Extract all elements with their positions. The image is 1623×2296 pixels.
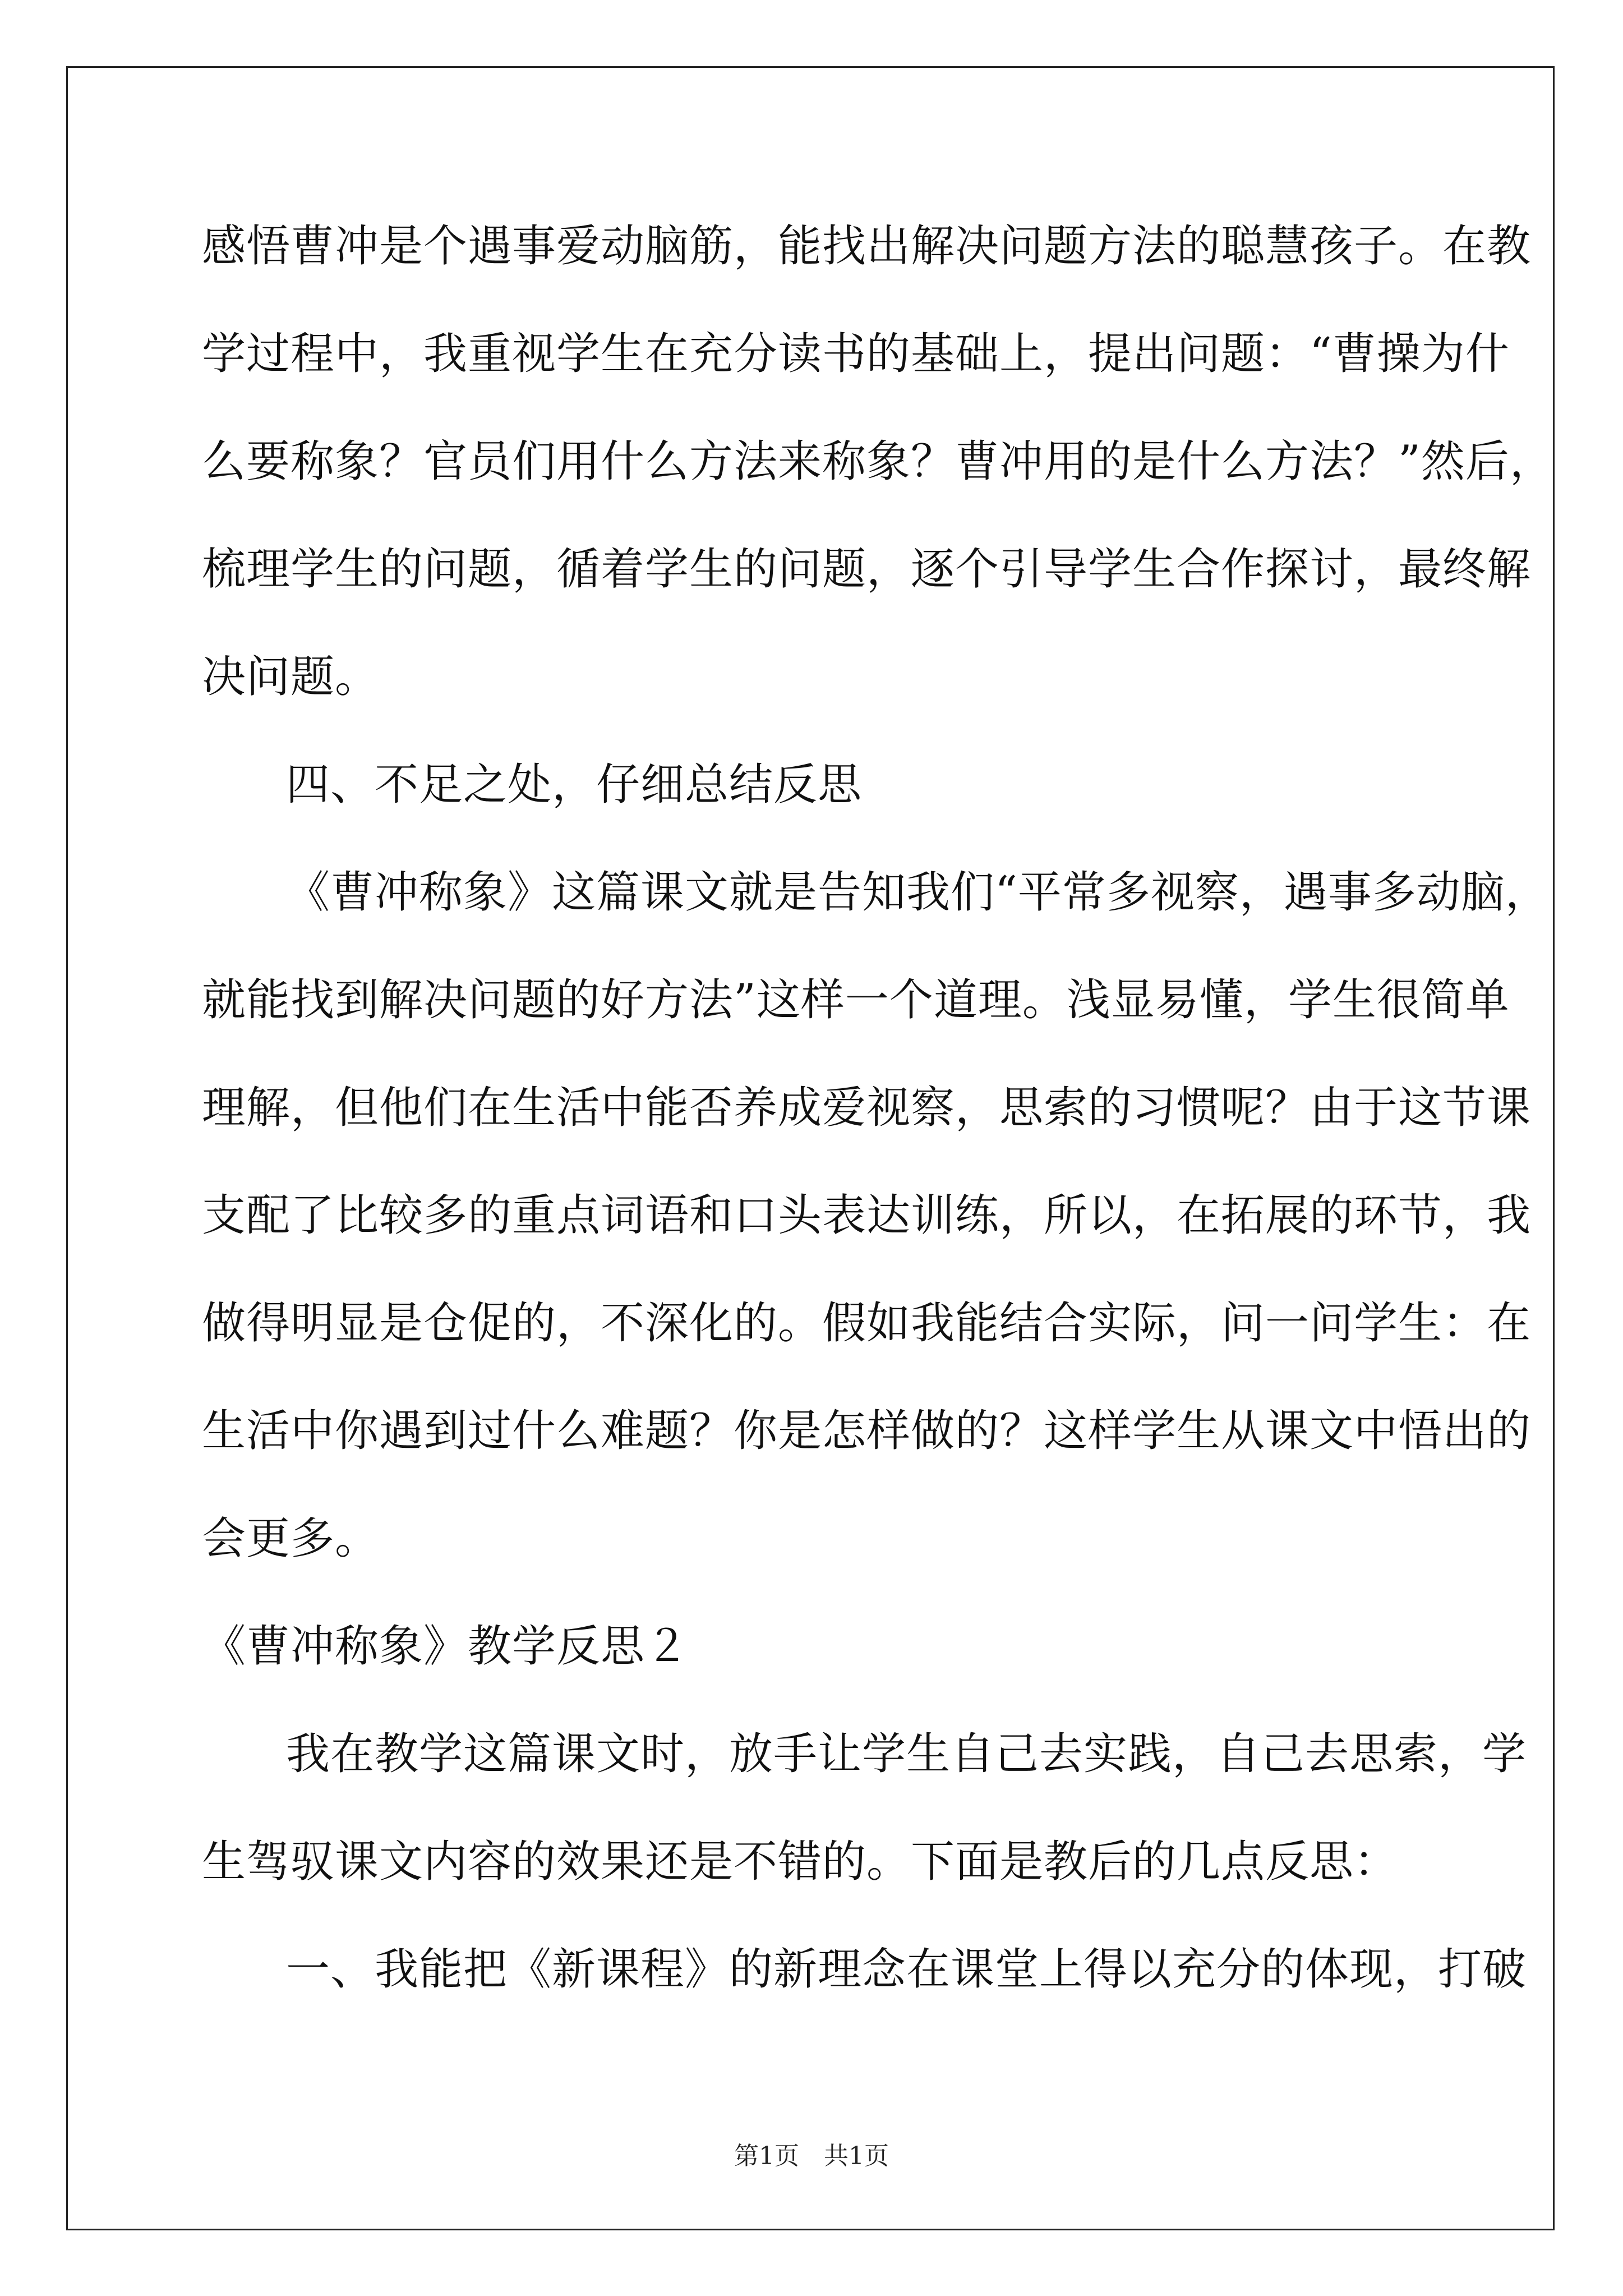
section-heading: 四、不足之处，仔细总结反思 xyxy=(286,760,863,810)
article-title: 《曹冲称象》教学反思２ xyxy=(202,1621,690,1672)
paragraph-line: 我在教学这篇课文时，放手让学生自己去实践，自己去思索，学 xyxy=(286,1729,1527,1779)
paragraph-line: 一、我能把《新课程》的新理念在课堂上得以充分的体现，打破 xyxy=(286,1944,1527,1995)
page-footer: 第1页 共1页 xyxy=(734,2142,889,2170)
paragraph-line: 支配了比较多的重点词语和口头表达训练，所以，在拓展的环节，我 xyxy=(202,1190,1532,1241)
paragraph-line: 么要称象？官员们用什么方法来称象？曹冲用的是什么方法？”然后， xyxy=(202,436,1554,487)
page-border xyxy=(66,66,1555,2230)
paragraph-line: 生驾驭课文内容的效果还是不错的。下面是教后的几点反思： xyxy=(202,1837,1399,1887)
paragraph-line: 学过程中，我重视学生在充分读书的基础上，提出问题：“曹操为什 xyxy=(202,329,1510,379)
paragraph-line: 《曹冲称象》这篇课文就是告知我们“平常多视察，遇事多动脑， xyxy=(286,867,1550,918)
paragraph-line: 会更多。 xyxy=(202,1513,380,1564)
paragraph-line: 梳理学生的问题，循着学生的问题，逐个引导学生合作探讨，最终解 xyxy=(202,544,1532,595)
paragraph-line: 就能找到解决问题的好方法”这样一个道理。浅显易懂，学生很简单 xyxy=(202,975,1510,1025)
paragraph-line: 决问题。 xyxy=(202,652,380,702)
paragraph-line: 做得明显是仓促的，不深化的。假如我能结合实际，问一问学生：在 xyxy=(202,1298,1532,1349)
paragraph-line: 感悟曹冲是个遇事爱动脑筋，能找出解决问题方法的聪慧孩子。在教 xyxy=(202,221,1532,272)
paragraph-line: 生活中你遇到过什么难题？你是怎样做的？这样学生从课文中悟出的 xyxy=(202,1406,1532,1456)
paragraph-line: 理解，但他们在生活中能否养成爱视察，思索的习惯呢？由于这节课 xyxy=(202,1083,1532,1133)
